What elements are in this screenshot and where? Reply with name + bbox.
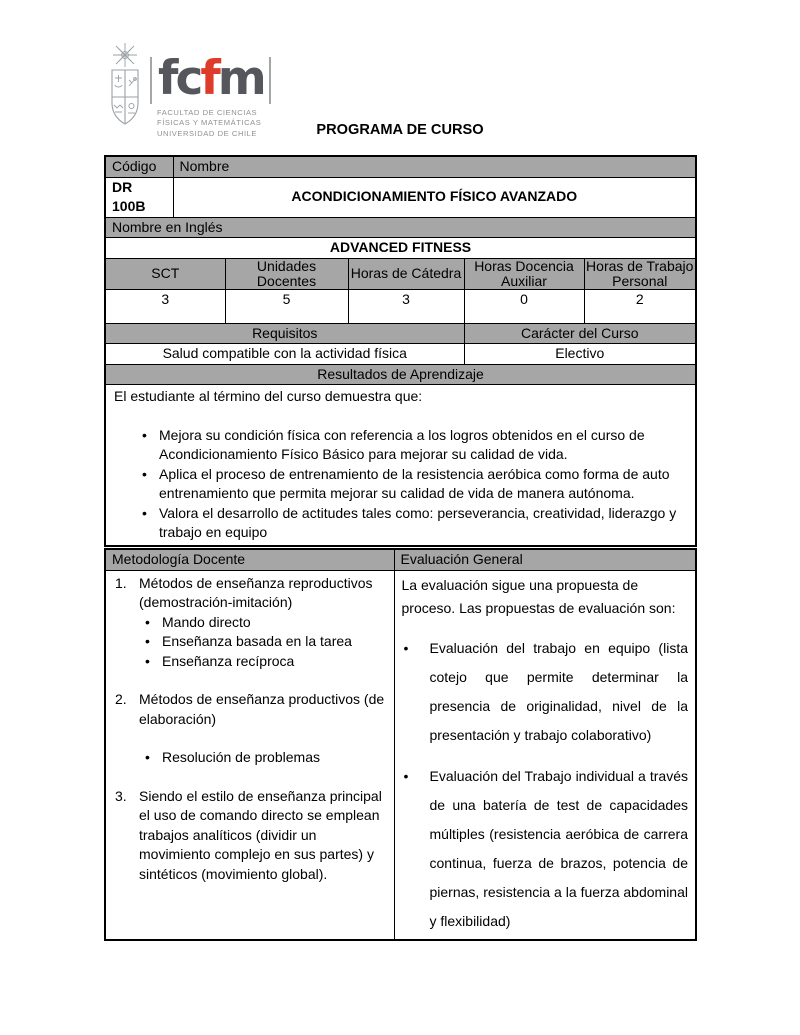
evaluation-bullet: • Evaluación del trabajo en equipo (lista cotejo que permite determinar la presencia de originalidad, nivel de la presentación y trabajo colaborativo) (402, 634, 689, 750)
evaluation-intro: La evaluación sigue una propuesta de proceso. Las propuestas de evaluación son: (401, 576, 676, 616)
bullet-icon: • (403, 767, 409, 784)
evaluacion-cell (394, 570, 696, 940)
page-title: PROGRAMA DE CURSO (316, 122, 484, 138)
resultados-bullet: • Mejora su condición física con referencia a los logros obtenidos en el curso de Acondicionamiento Físico Básico para mejorar su calidad de vida. (114, 426, 687, 465)
resultados-header: Resultados de Aprendizaje (105, 364, 696, 385)
sct-value: 3 (105, 289, 225, 323)
logo-caption-line1: FACULTAD DE CIENCIAS (157, 108, 258, 117)
caracter-header: Carácter del Curso (464, 323, 696, 344)
horas-trabajo-header: Horas de Trabajo Personal (584, 258, 696, 289)
evaluation-bullet: • Evaluación del Trabajo individual a través de una batería de test de capacidades múltiples (resistencia aeróbica de carrera continua, fuerza de brazos, potencia de piernas, resistencia a la fuerza abdominal y flexibilidad) (402, 762, 689, 936)
sct-header: SCT (105, 258, 225, 289)
method-sub-bullet: • Mando directo (113, 613, 387, 633)
logo-letter-m: m (217, 51, 264, 106)
horas-docencia-value: 0 (464, 289, 584, 323)
nombre-header: Nombre (173, 156, 696, 177)
bullet-icon: • (145, 633, 150, 649)
nombre-ingles-value: ADVANCED FITNESS (105, 238, 696, 259)
metodologia-header: Metodología Docente (105, 549, 394, 570)
university-crest-icon (103, 42, 147, 132)
method-sub-bullet: • Resolución de problemas (113, 748, 387, 768)
horas-trabajo-value: 2 (584, 289, 696, 323)
caracter-value: Electivo (464, 344, 696, 365)
horas-docencia-header: Horas Docencia Auxiliar (464, 258, 584, 289)
logo-wordmark (152, 51, 269, 106)
resultados-intro: El estudiante al término del curso demuestra que: (114, 388, 423, 404)
evaluacion-header: Evaluación General (394, 549, 696, 570)
course-info-table (104, 155, 697, 547)
bullet-icon: • (145, 749, 150, 765)
logo-letters-fc: fc (158, 51, 201, 106)
method-item-2: 2. Métodos de enseñanza productivos (de elaboración) (115, 691, 385, 727)
resultados-cell (105, 385, 696, 546)
nombre-value: ACONDICIONAMIENTO FÍSICO AVANZADO (173, 177, 696, 217)
nombre-ingles-header: Nombre en Inglés (105, 217, 696, 238)
unidades-docentes-header: Unidades Docentes (225, 258, 348, 289)
logo-accent-letter: f (200, 51, 218, 106)
codigo-header: Código (105, 156, 173, 177)
codigo-value: DR 100B (105, 177, 173, 217)
crest-star (113, 43, 137, 67)
bullet-icon: • (142, 426, 147, 443)
logo-divider-right (269, 57, 271, 104)
requisitos-value: Salud compatible con la actividad física (105, 344, 464, 365)
unidades-docentes-value: 5 (225, 289, 348, 323)
method-sub-bullet: • Enseñanza recíproca (113, 652, 387, 672)
methodology-evaluation-table (104, 548, 697, 941)
bullet-icon: • (145, 613, 150, 630)
logo-caption-line2: FÍSICAS Y MATEMÁTICAS (157, 118, 262, 128)
resultados-bullet: • Valora el desarrollo de actitudes tales como: perseverancia, creatividad, liderazgo y trabajo en equipo (114, 504, 687, 543)
logo-caption-line3: UNIVERSIDAD DE CHILE (157, 128, 258, 138)
requisitos-header: Requisitos (105, 323, 464, 344)
method-item-1: 1. Métodos de enseñanza reproductivos (demostración-imitación) (115, 574, 373, 610)
method-sub-bullet: • Enseñanza basada en la tarea (113, 632, 387, 652)
horas-catedra-header: Horas de Cátedra (348, 258, 464, 289)
bullet-icon: • (145, 652, 150, 669)
horas-catedra-value: 3 (348, 289, 464, 323)
bullet-icon: • (142, 504, 147, 521)
bullet-icon: • (142, 465, 147, 482)
resultados-bullet: • Aplica el proceso de entrenamiento de la resistencia aeróbica como forma de auto entrenamiento que permita mejorar su calidad de vida de manera autónoma. (114, 465, 687, 504)
bullet-icon: • (403, 639, 409, 656)
method-item-3: 3. Siendo el estilo de enseñanza principal el uso de comando directo se emplean trabajos analíticos (dividir un movimiento complejo en sus partes) y sintéticos (movimiento global). (115, 787, 382, 882)
metodologia-cell (105, 570, 394, 940)
